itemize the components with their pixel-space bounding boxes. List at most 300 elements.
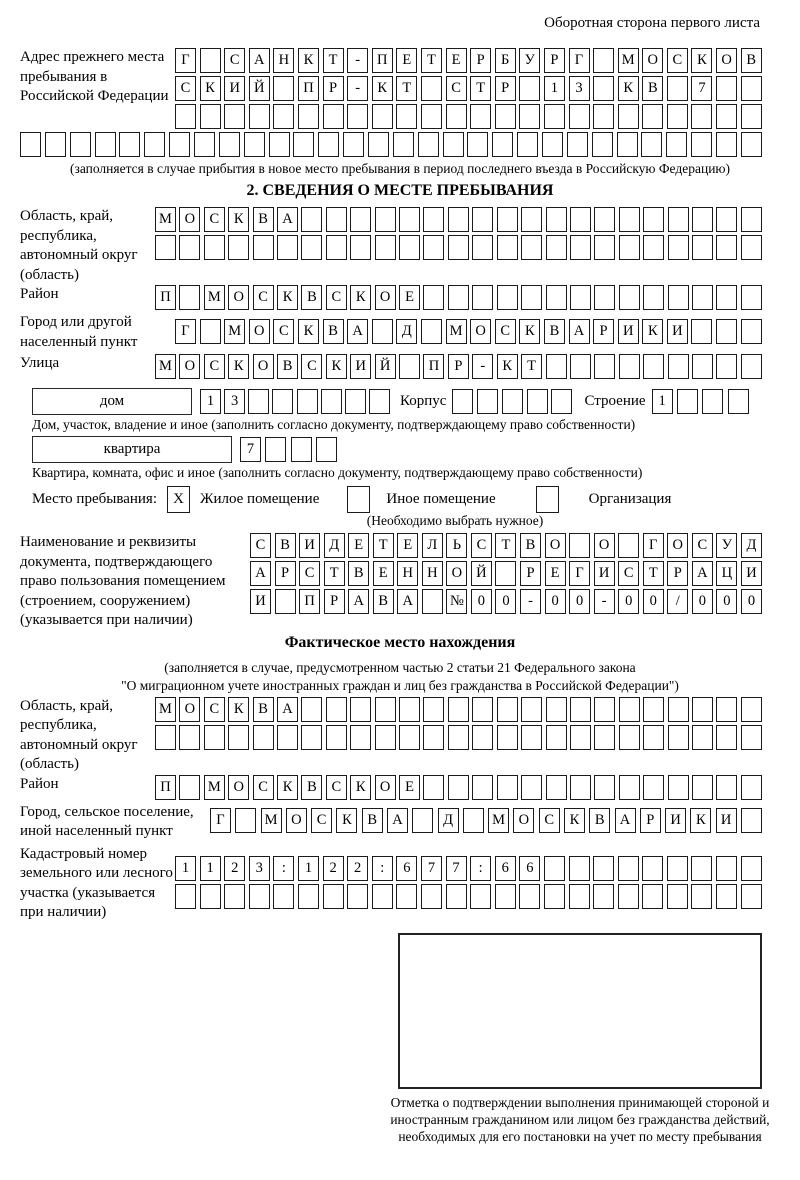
char-cell[interactable] bbox=[179, 285, 200, 310]
checkbox-organizatsiya[interactable] bbox=[536, 486, 559, 513]
char-cell[interactable] bbox=[667, 856, 688, 881]
char-cell[interactable] bbox=[594, 697, 615, 722]
char-cell[interactable]: 1 bbox=[175, 856, 196, 881]
char-cell[interactable] bbox=[692, 697, 713, 722]
char-cell[interactable] bbox=[372, 104, 393, 129]
char-cell[interactable]: А bbox=[615, 808, 636, 833]
char-cell[interactable] bbox=[692, 725, 713, 750]
char-cell[interactable]: О bbox=[446, 561, 467, 586]
char-cell[interactable]: К bbox=[228, 207, 249, 232]
char-cell[interactable]: Й bbox=[471, 561, 492, 586]
char-cell[interactable]: И bbox=[224, 76, 245, 101]
char-cell[interactable] bbox=[716, 76, 737, 101]
char-cell[interactable] bbox=[546, 207, 567, 232]
char-cell[interactable]: К bbox=[277, 775, 298, 800]
char-cell[interactable] bbox=[643, 775, 664, 800]
char-cell[interactable]: П bbox=[155, 775, 176, 800]
char-cell[interactable]: К bbox=[519, 319, 540, 344]
char-cell[interactable]: О bbox=[253, 354, 274, 379]
char-cell[interactable] bbox=[692, 775, 713, 800]
char-cell[interactable]: Р bbox=[520, 561, 541, 586]
char-cell[interactable] bbox=[204, 235, 225, 260]
char-cell[interactable] bbox=[497, 697, 518, 722]
char-cell[interactable] bbox=[443, 132, 464, 157]
char-cell[interactable] bbox=[546, 285, 567, 310]
char-cell[interactable]: С bbox=[618, 561, 639, 586]
char-cell[interactable] bbox=[668, 354, 689, 379]
char-cell[interactable]: Е bbox=[545, 561, 566, 586]
char-cell[interactable]: С bbox=[311, 808, 332, 833]
char-cell[interactable] bbox=[347, 104, 368, 129]
char-cell[interactable] bbox=[519, 104, 540, 129]
char-cell[interactable] bbox=[179, 775, 200, 800]
char-cell[interactable] bbox=[275, 589, 296, 614]
char-cell[interactable] bbox=[273, 104, 294, 129]
char-cell[interactable]: Р bbox=[448, 354, 469, 379]
char-cell[interactable] bbox=[594, 207, 615, 232]
char-cell[interactable] bbox=[641, 132, 662, 157]
char-cell[interactable]: К bbox=[690, 808, 711, 833]
char-cell[interactable] bbox=[265, 437, 286, 462]
char-cell[interactable] bbox=[741, 884, 762, 909]
char-cell[interactable] bbox=[492, 132, 513, 157]
char-cell[interactable] bbox=[593, 104, 614, 129]
char-cell[interactable] bbox=[544, 884, 565, 909]
char-cell[interactable] bbox=[642, 104, 663, 129]
char-cell[interactable] bbox=[345, 389, 366, 414]
char-cell[interactable] bbox=[593, 76, 614, 101]
char-cell[interactable]: К bbox=[298, 48, 319, 73]
char-cell[interactable] bbox=[592, 132, 613, 157]
char-cell[interactable] bbox=[692, 285, 713, 310]
char-cell[interactable] bbox=[421, 76, 442, 101]
char-cell[interactable] bbox=[716, 775, 737, 800]
char-cell[interactable] bbox=[542, 132, 563, 157]
char-cell[interactable] bbox=[716, 856, 737, 881]
char-cell[interactable]: 0 bbox=[741, 589, 762, 614]
char-cell[interactable]: В bbox=[642, 76, 663, 101]
char-cell[interactable] bbox=[643, 725, 664, 750]
char-cell[interactable] bbox=[423, 775, 444, 800]
char-cell[interactable]: Е bbox=[399, 285, 420, 310]
char-cell[interactable]: Г bbox=[175, 48, 196, 73]
char-cell[interactable] bbox=[269, 132, 290, 157]
char-cell[interactable]: Г bbox=[643, 533, 664, 558]
char-cell[interactable] bbox=[741, 319, 762, 344]
char-cell[interactable] bbox=[399, 354, 420, 379]
char-cell[interactable]: С bbox=[273, 319, 294, 344]
char-cell[interactable]: Р bbox=[323, 76, 344, 101]
char-cell[interactable]: 2 bbox=[224, 856, 245, 881]
char-cell[interactable]: 7 bbox=[240, 437, 261, 462]
char-cell[interactable] bbox=[521, 235, 542, 260]
char-cell[interactable] bbox=[273, 884, 294, 909]
char-cell[interactable]: И bbox=[594, 561, 615, 586]
char-cell[interactable]: А bbox=[692, 561, 713, 586]
char-cell[interactable] bbox=[95, 132, 116, 157]
char-cell[interactable] bbox=[423, 285, 444, 310]
char-cell[interactable] bbox=[418, 132, 439, 157]
char-cell[interactable] bbox=[569, 856, 590, 881]
char-cell[interactable]: О bbox=[716, 48, 737, 73]
char-cell[interactable] bbox=[497, 207, 518, 232]
char-cell[interactable]: О bbox=[179, 697, 200, 722]
char-cell[interactable] bbox=[448, 725, 469, 750]
char-cell[interactable] bbox=[472, 725, 493, 750]
char-cell[interactable] bbox=[326, 207, 347, 232]
char-cell[interactable]: Т bbox=[324, 561, 345, 586]
char-cell[interactable] bbox=[204, 725, 225, 750]
char-cell[interactable]: М bbox=[155, 354, 176, 379]
char-cell[interactable]: К bbox=[228, 354, 249, 379]
char-cell[interactable] bbox=[741, 76, 762, 101]
char-cell[interactable]: П bbox=[155, 285, 176, 310]
char-cell[interactable] bbox=[544, 856, 565, 881]
char-cell[interactable] bbox=[618, 533, 639, 558]
char-cell[interactable] bbox=[273, 76, 294, 101]
char-cell[interactable]: Д bbox=[396, 319, 417, 344]
char-cell[interactable]: 3 bbox=[249, 856, 270, 881]
char-cell[interactable] bbox=[446, 884, 467, 909]
char-cell[interactable] bbox=[119, 132, 140, 157]
char-cell[interactable] bbox=[716, 104, 737, 129]
char-cell[interactable] bbox=[375, 725, 396, 750]
char-cell[interactable]: Н bbox=[273, 48, 294, 73]
char-cell[interactable] bbox=[517, 132, 538, 157]
char-cell[interactable]: 1 bbox=[200, 856, 221, 881]
char-cell[interactable]: М bbox=[446, 319, 467, 344]
char-cell[interactable]: В bbox=[362, 808, 383, 833]
char-cell[interactable] bbox=[716, 235, 737, 260]
char-cell[interactable]: О bbox=[286, 808, 307, 833]
char-cell[interactable] bbox=[298, 884, 319, 909]
char-cell[interactable] bbox=[244, 132, 265, 157]
char-cell[interactable] bbox=[472, 207, 493, 232]
char-cell[interactable] bbox=[642, 884, 663, 909]
char-cell[interactable] bbox=[412, 808, 433, 833]
char-cell[interactable] bbox=[399, 725, 420, 750]
char-cell[interactable]: В bbox=[301, 285, 322, 310]
char-cell[interactable]: : bbox=[273, 856, 294, 881]
char-cell[interactable] bbox=[667, 104, 688, 129]
char-cell[interactable]: К bbox=[564, 808, 585, 833]
char-cell[interactable] bbox=[618, 884, 639, 909]
char-cell[interactable] bbox=[668, 207, 689, 232]
char-cell[interactable] bbox=[175, 104, 196, 129]
char-cell[interactable]: А bbox=[277, 697, 298, 722]
char-cell[interactable] bbox=[470, 104, 491, 129]
char-cell[interactable] bbox=[422, 589, 443, 614]
char-cell[interactable] bbox=[277, 235, 298, 260]
char-cell[interactable]: А bbox=[397, 589, 418, 614]
char-cell[interactable]: О bbox=[594, 533, 615, 558]
char-cell[interactable]: К bbox=[372, 76, 393, 101]
char-cell[interactable] bbox=[567, 132, 588, 157]
char-cell[interactable]: Е bbox=[373, 561, 394, 586]
char-cell[interactable] bbox=[519, 884, 540, 909]
char-cell[interactable]: О bbox=[228, 775, 249, 800]
char-cell[interactable] bbox=[343, 132, 364, 157]
char-cell[interactable]: Р bbox=[275, 561, 296, 586]
char-cell[interactable] bbox=[249, 884, 270, 909]
char-cell[interactable] bbox=[423, 725, 444, 750]
char-cell[interactable]: Р bbox=[324, 589, 345, 614]
char-cell[interactable]: В bbox=[348, 561, 369, 586]
char-cell[interactable] bbox=[570, 354, 591, 379]
char-cell[interactable] bbox=[593, 48, 614, 73]
char-cell[interactable] bbox=[323, 884, 344, 909]
char-cell[interactable] bbox=[551, 389, 572, 414]
char-cell[interactable] bbox=[741, 697, 762, 722]
char-cell[interactable] bbox=[155, 725, 176, 750]
char-cell[interactable] bbox=[421, 884, 442, 909]
char-cell[interactable] bbox=[741, 132, 762, 157]
char-cell[interactable]: И bbox=[741, 561, 762, 586]
char-cell[interactable]: 7 bbox=[421, 856, 442, 881]
char-cell[interactable] bbox=[594, 285, 615, 310]
char-cell[interactable] bbox=[594, 775, 615, 800]
char-cell[interactable] bbox=[741, 856, 762, 881]
char-cell[interactable] bbox=[448, 235, 469, 260]
char-cell[interactable] bbox=[521, 285, 542, 310]
char-cell[interactable] bbox=[619, 235, 640, 260]
char-cell[interactable] bbox=[643, 235, 664, 260]
char-cell[interactable]: Р bbox=[640, 808, 661, 833]
char-cell[interactable]: К bbox=[336, 808, 357, 833]
char-cell[interactable]: С bbox=[495, 319, 516, 344]
char-cell[interactable]: К bbox=[497, 354, 518, 379]
char-cell[interactable]: 1 bbox=[544, 76, 565, 101]
char-cell[interactable] bbox=[463, 808, 484, 833]
char-cell[interactable] bbox=[423, 207, 444, 232]
char-cell[interactable] bbox=[497, 725, 518, 750]
char-cell[interactable]: 7 bbox=[691, 76, 712, 101]
char-cell[interactable] bbox=[668, 235, 689, 260]
char-cell[interactable]: - bbox=[347, 48, 368, 73]
char-cell[interactable]: К bbox=[326, 354, 347, 379]
checkbox-zhiloe[interactable]: X bbox=[167, 486, 190, 513]
char-cell[interactable]: Л bbox=[422, 533, 443, 558]
char-cell[interactable] bbox=[448, 775, 469, 800]
char-cell[interactable] bbox=[448, 207, 469, 232]
char-cell[interactable]: Т bbox=[495, 533, 516, 558]
char-cell[interactable]: С bbox=[250, 533, 271, 558]
char-cell[interactable] bbox=[619, 354, 640, 379]
char-cell[interactable] bbox=[642, 856, 663, 881]
char-cell[interactable] bbox=[691, 319, 712, 344]
char-cell[interactable]: П bbox=[299, 589, 320, 614]
char-cell[interactable] bbox=[375, 235, 396, 260]
char-cell[interactable] bbox=[326, 697, 347, 722]
char-cell[interactable] bbox=[421, 319, 442, 344]
char-cell[interactable]: - bbox=[520, 589, 541, 614]
char-cell[interactable] bbox=[570, 207, 591, 232]
char-cell[interactable]: А bbox=[387, 808, 408, 833]
char-cell[interactable] bbox=[396, 104, 417, 129]
char-cell[interactable] bbox=[399, 207, 420, 232]
char-cell[interactable] bbox=[570, 235, 591, 260]
char-cell[interactable] bbox=[570, 725, 591, 750]
char-cell[interactable] bbox=[716, 132, 737, 157]
char-cell[interactable]: С bbox=[253, 775, 274, 800]
char-cell[interactable]: Ь bbox=[446, 533, 467, 558]
char-cell[interactable] bbox=[200, 319, 221, 344]
char-cell[interactable]: И bbox=[665, 808, 686, 833]
char-cell[interactable]: С bbox=[204, 354, 225, 379]
char-cell[interactable] bbox=[448, 697, 469, 722]
char-cell[interactable] bbox=[643, 207, 664, 232]
char-cell[interactable] bbox=[741, 104, 762, 129]
char-cell[interactable] bbox=[521, 697, 542, 722]
char-cell[interactable] bbox=[219, 132, 240, 157]
char-cell[interactable] bbox=[375, 697, 396, 722]
char-cell[interactable] bbox=[668, 725, 689, 750]
char-cell[interactable] bbox=[691, 884, 712, 909]
char-cell[interactable]: С bbox=[692, 533, 713, 558]
char-cell[interactable]: К bbox=[618, 76, 639, 101]
char-cell[interactable] bbox=[716, 319, 737, 344]
char-cell[interactable]: Н bbox=[422, 561, 443, 586]
char-cell[interactable] bbox=[175, 884, 196, 909]
char-cell[interactable]: О bbox=[642, 48, 663, 73]
char-cell[interactable] bbox=[617, 132, 638, 157]
char-cell[interactable] bbox=[668, 285, 689, 310]
char-cell[interactable] bbox=[321, 389, 342, 414]
char-cell[interactable]: С bbox=[446, 76, 467, 101]
char-cell[interactable] bbox=[593, 856, 614, 881]
char-cell[interactable]: Е bbox=[396, 48, 417, 73]
char-cell[interactable]: С bbox=[471, 533, 492, 558]
char-cell[interactable]: В bbox=[253, 697, 274, 722]
char-cell[interactable] bbox=[546, 235, 567, 260]
char-cell[interactable]: : bbox=[470, 856, 491, 881]
char-cell[interactable]: М bbox=[155, 207, 176, 232]
char-cell[interactable] bbox=[347, 884, 368, 909]
char-cell[interactable] bbox=[570, 697, 591, 722]
char-cell[interactable]: 6 bbox=[519, 856, 540, 881]
char-cell[interactable]: 6 bbox=[495, 856, 516, 881]
char-cell[interactable]: Р bbox=[593, 319, 614, 344]
char-cell[interactable] bbox=[741, 808, 762, 833]
char-cell[interactable]: К bbox=[298, 319, 319, 344]
char-cell[interactable] bbox=[318, 132, 339, 157]
char-cell[interactable] bbox=[569, 884, 590, 909]
char-cell[interactable] bbox=[497, 235, 518, 260]
char-cell[interactable]: 1 bbox=[200, 389, 221, 414]
char-cell[interactable] bbox=[372, 884, 393, 909]
char-cell[interactable]: 3 bbox=[569, 76, 590, 101]
char-cell[interactable]: Т bbox=[421, 48, 442, 73]
char-cell[interactable]: 1 bbox=[298, 856, 319, 881]
char-cell[interactable] bbox=[521, 207, 542, 232]
char-cell[interactable]: Й bbox=[375, 354, 396, 379]
char-cell[interactable] bbox=[521, 775, 542, 800]
char-cell[interactable] bbox=[716, 697, 737, 722]
char-cell[interactable] bbox=[369, 389, 390, 414]
char-cell[interactable] bbox=[716, 354, 737, 379]
char-cell[interactable] bbox=[301, 725, 322, 750]
char-cell[interactable] bbox=[393, 132, 414, 157]
char-cell[interactable]: Е bbox=[399, 775, 420, 800]
char-cell[interactable]: И bbox=[667, 319, 688, 344]
char-cell[interactable] bbox=[619, 207, 640, 232]
char-cell[interactable] bbox=[20, 132, 41, 157]
char-cell[interactable]: Т bbox=[470, 76, 491, 101]
char-cell[interactable] bbox=[521, 725, 542, 750]
char-cell[interactable]: Ц bbox=[716, 561, 737, 586]
char-cell[interactable]: В bbox=[301, 775, 322, 800]
char-cell[interactable] bbox=[228, 235, 249, 260]
char-cell[interactable]: 3 bbox=[224, 389, 245, 414]
char-cell[interactable]: - bbox=[594, 589, 615, 614]
char-cell[interactable] bbox=[448, 285, 469, 310]
char-cell[interactable] bbox=[224, 104, 245, 129]
char-cell[interactable] bbox=[716, 884, 737, 909]
char-cell[interactable] bbox=[472, 775, 493, 800]
char-cell[interactable] bbox=[546, 697, 567, 722]
char-cell[interactable] bbox=[495, 561, 516, 586]
char-cell[interactable] bbox=[396, 884, 417, 909]
char-cell[interactable]: С bbox=[667, 48, 688, 73]
char-cell[interactable]: 7 bbox=[446, 856, 467, 881]
char-cell[interactable] bbox=[570, 285, 591, 310]
char-cell[interactable]: А bbox=[249, 48, 270, 73]
char-cell[interactable] bbox=[298, 104, 319, 129]
char-cell[interactable]: 0 bbox=[618, 589, 639, 614]
char-cell[interactable]: О bbox=[513, 808, 534, 833]
char-cell[interactable]: № bbox=[446, 589, 467, 614]
char-cell[interactable]: М bbox=[618, 48, 639, 73]
char-cell[interactable]: С bbox=[253, 285, 274, 310]
char-cell[interactable] bbox=[643, 697, 664, 722]
char-cell[interactable]: Б bbox=[495, 48, 516, 73]
char-cell[interactable] bbox=[643, 354, 664, 379]
char-cell[interactable]: С bbox=[224, 48, 245, 73]
char-cell[interactable]: П bbox=[298, 76, 319, 101]
char-cell[interactable]: В bbox=[741, 48, 762, 73]
char-cell[interactable]: Д bbox=[741, 533, 762, 558]
char-cell[interactable]: К bbox=[350, 285, 371, 310]
char-cell[interactable]: 0 bbox=[545, 589, 566, 614]
char-cell[interactable] bbox=[323, 104, 344, 129]
char-cell[interactable] bbox=[224, 884, 245, 909]
char-cell[interactable]: М bbox=[204, 285, 225, 310]
char-cell[interactable] bbox=[741, 354, 762, 379]
char-cell[interactable] bbox=[668, 697, 689, 722]
char-cell[interactable] bbox=[472, 697, 493, 722]
char-cell[interactable] bbox=[716, 207, 737, 232]
char-cell[interactable]: Т bbox=[396, 76, 417, 101]
char-cell[interactable]: М bbox=[155, 697, 176, 722]
char-cell[interactable]: О bbox=[228, 285, 249, 310]
char-cell[interactable] bbox=[667, 884, 688, 909]
char-cell[interactable] bbox=[741, 207, 762, 232]
char-cell[interactable]: С bbox=[539, 808, 560, 833]
char-cell[interactable] bbox=[399, 697, 420, 722]
char-cell[interactable] bbox=[691, 104, 712, 129]
char-cell[interactable]: С bbox=[204, 697, 225, 722]
char-cell[interactable]: 0 bbox=[495, 589, 516, 614]
char-cell[interactable] bbox=[144, 132, 165, 157]
char-cell[interactable] bbox=[527, 389, 548, 414]
char-cell[interactable]: С bbox=[326, 285, 347, 310]
char-cell[interactable] bbox=[716, 725, 737, 750]
char-cell[interactable]: О bbox=[545, 533, 566, 558]
char-cell[interactable]: И bbox=[350, 354, 371, 379]
char-cell[interactable]: 0 bbox=[569, 589, 590, 614]
char-cell[interactable] bbox=[477, 389, 498, 414]
char-cell[interactable] bbox=[423, 697, 444, 722]
